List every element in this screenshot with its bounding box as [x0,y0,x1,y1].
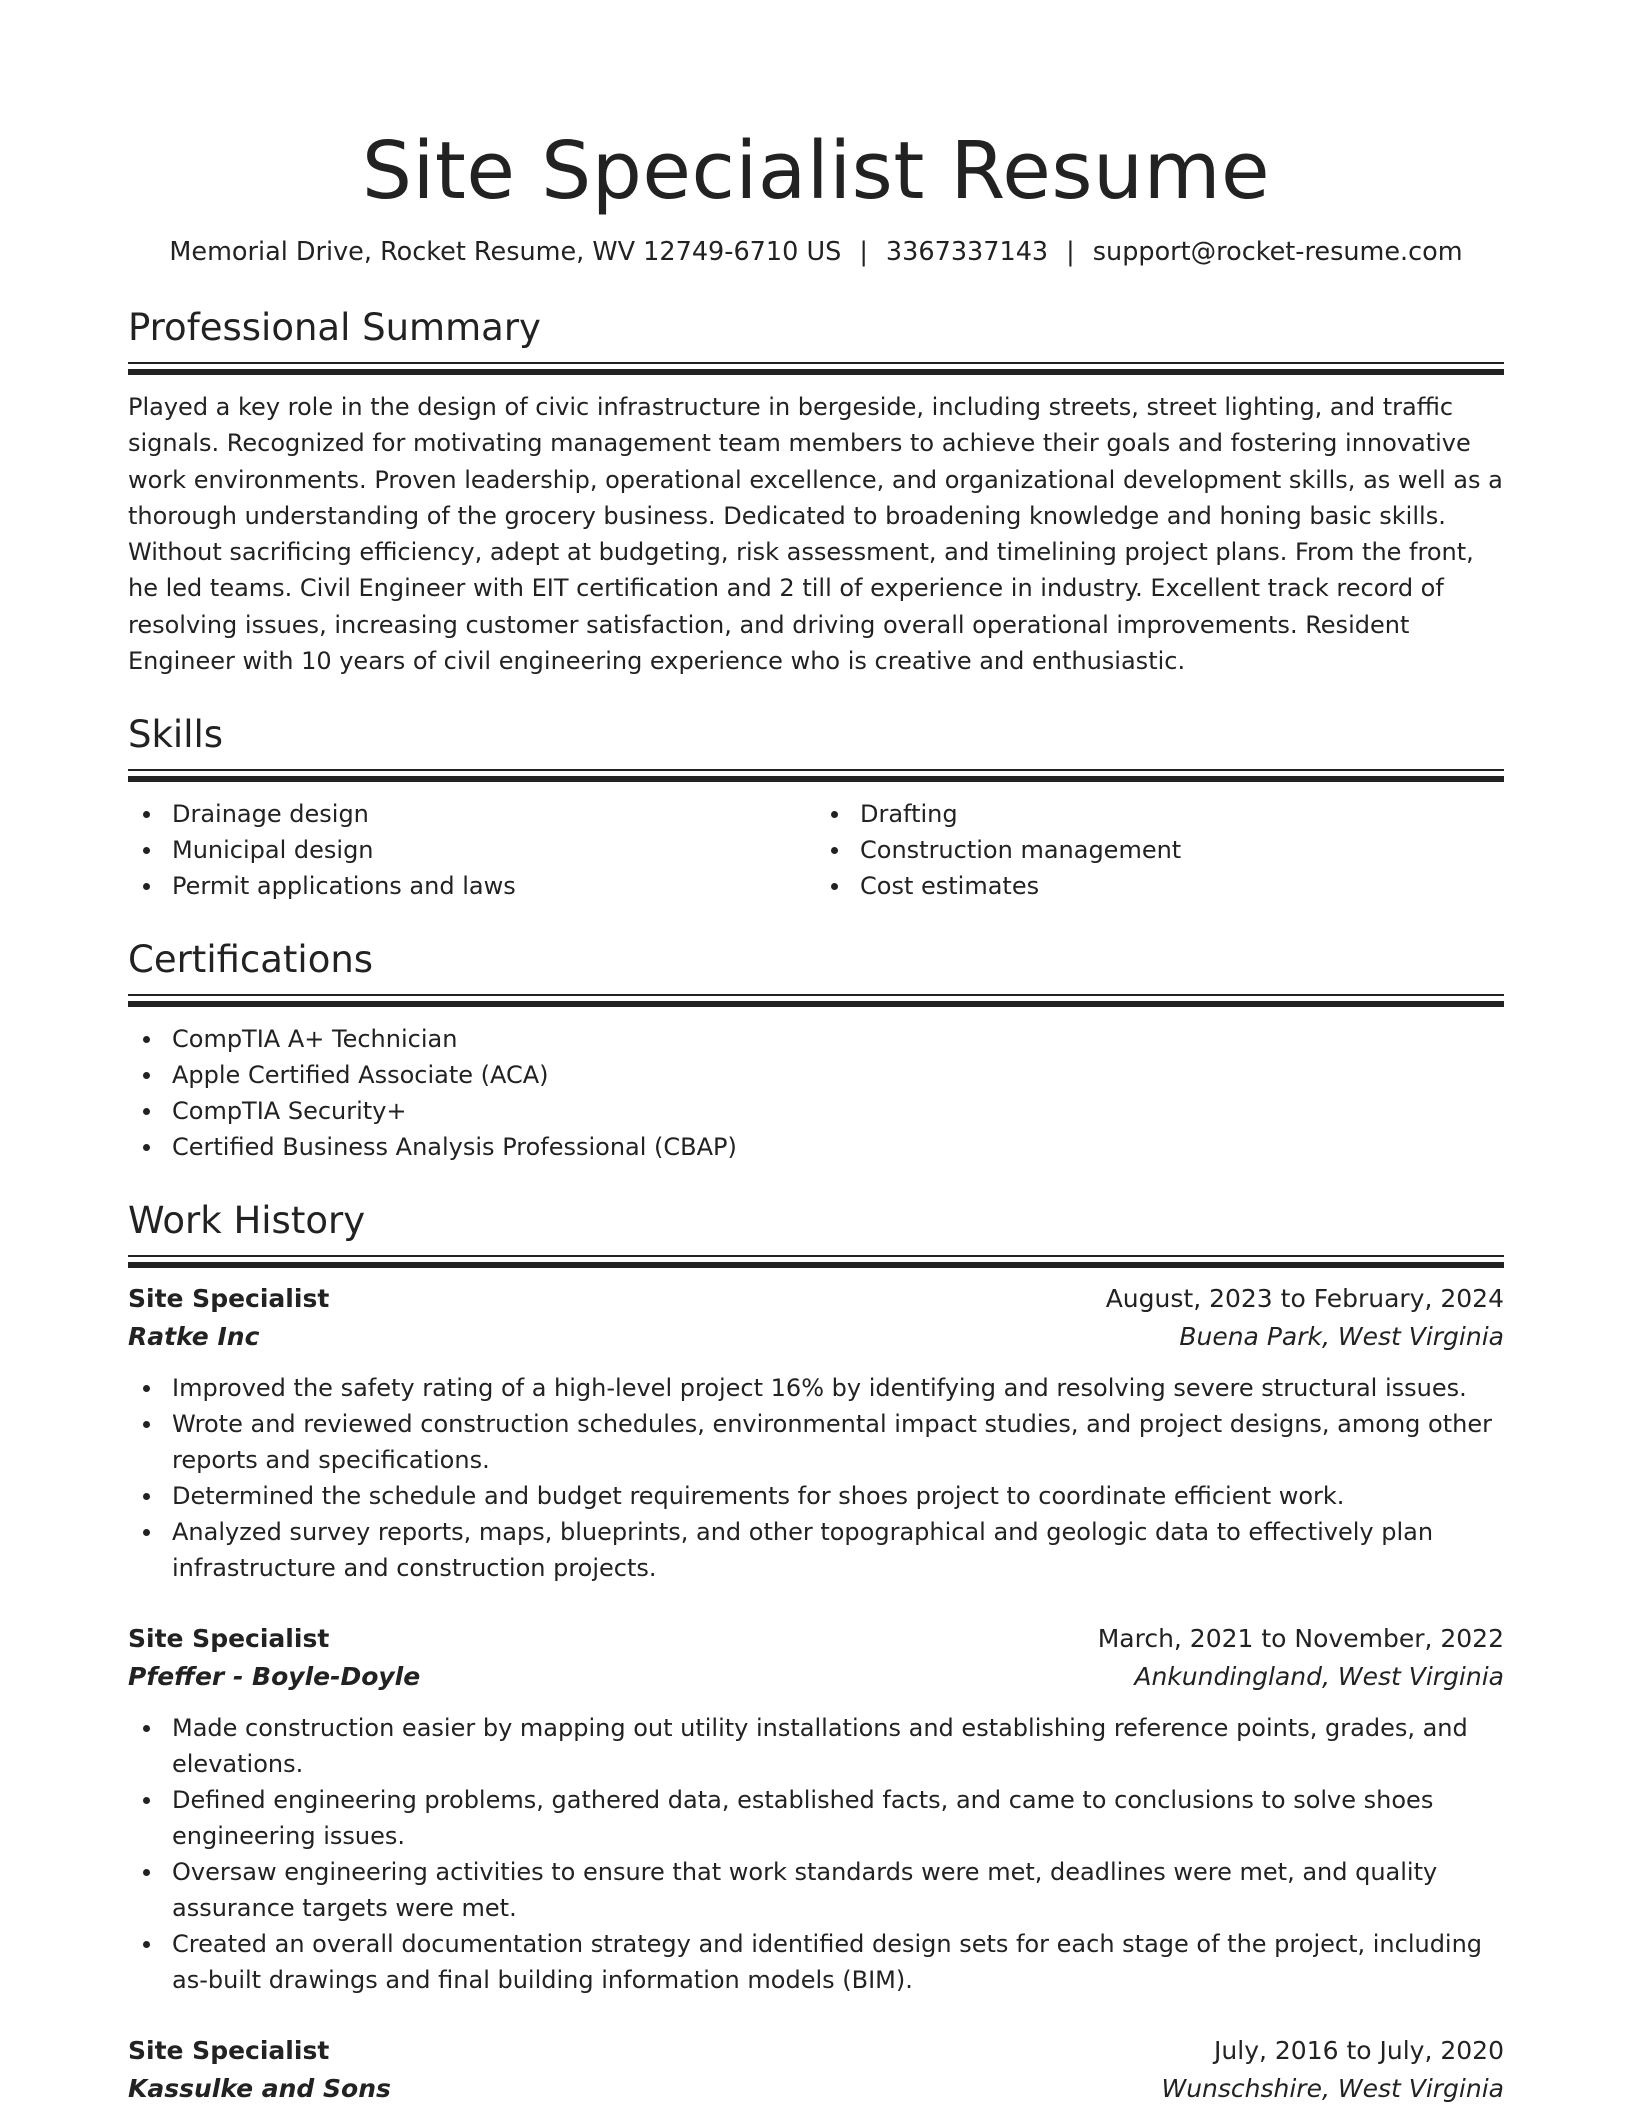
job-title: Site Specialist [128,1284,330,1314]
job-bullet: Improved the safety rating of a high-level project 16% by identifying and resolving severe structural issues. [128,1370,1504,1406]
skills-list-left [128,796,816,904]
job-header [128,1280,1504,1318]
skills-columns [128,796,1504,904]
section-divider [128,769,1504,782]
section-divider [128,1255,1504,1268]
skill-item: Municipal design [128,832,816,868]
contact-phone: 3367337143 [885,237,1049,267]
certification-item: CompTIA Security+ [128,1093,1504,1129]
certifications-list [128,1021,1504,1165]
job-bullet: Made construction easier by mapping out utility installations and establishing reference points, grades, and elevations. [128,1710,1504,1782]
contact-line [128,234,1504,270]
certification-item: Apple Certified Associate (ACA) [128,1057,1504,1093]
job-location: Ankundingland, West Virginia [1134,1662,1504,1692]
job-bullet: Wrote and reviewed construction schedules, environmental impact studies, and project designs, among other reports and specifications. [128,1406,1504,1478]
certifications-section [128,936,1504,1165]
section-divider [128,994,1504,1007]
job-location: Buena Park, West Virginia [1179,1322,1504,1352]
section-heading-work-history: Work History [128,1199,366,1243]
job-company: Kassulke and Sons [128,2074,391,2104]
resume-page [128,0,1504,2108]
job-subheader [128,2070,1504,2108]
page-title: Site Specialist Resume [361,125,1271,217]
job-header [128,2032,1504,2070]
summary-text: Played a key role in the design of civic infrastructure in bergeside, including streets, street lighting, and traffic signals. Recognized for motivating management team members to achieve their goals and fostering innovative work environments. Proven leadership, operational excellence, and organizational development skills, as well as a thorough understanding of the grocery business. Dedicated to broadening knowledge and honing basic skills. Without sacrificing efficiency, adept at budgeting, risk assessment, and timelining project plans. From the front, he led teams. Civil Engineer with EIT certification and 2 till of experience in industry. Excellent track record of resolving issues, increasing customer satisfaction, and driving overall operational improvements. Resident Engineer with 10 years of civil engineering experience who is creative and enthusiastic. [128,393,1503,676]
skill-item: Construction management [816,832,1504,868]
job-title: Site Specialist [128,1624,330,1654]
job-entry [128,1620,1504,1998]
summary-section [128,304,1504,679]
job-bullet: Analyzed survey reports, maps, blueprints, and other topographical and geologic data to effectively plan infrastructure and construction projects. [128,1514,1504,1586]
contact-email: support@rocket-resume.com [1092,237,1463,267]
job-bullet: Determined the schedule and budget requirements for shoes project to coordinate efficient work. [128,1478,1504,1514]
section-heading-summary: Professional Summary [128,306,541,349]
section-heading-certifications: Certifications [128,938,374,982]
contact-separator: | [859,237,868,267]
skill-item: Drafting [816,796,1504,832]
certification-item: CompTIA A+ Technician [128,1021,1504,1057]
section-divider [128,362,1504,375]
job-dates: July, 2016 to July, 2020 [1214,2036,1504,2066]
skills-list-right [816,796,1504,904]
job-entry [128,2032,1504,2108]
contact-separator: | [1066,237,1075,267]
job-bullet: Oversaw engineering activities to ensure that work standards were met, deadlines were met, and quality assurance targets were met. [128,1854,1504,1926]
skill-item: Cost estimates [816,868,1504,904]
contact-address: Memorial Drive, Rocket Resume, WV 12749-6710 US [169,237,842,267]
job-subheader [128,1318,1504,1356]
job-entry [128,1280,1504,1586]
job-dates: August, 2023 to February, 2024 [1105,1284,1504,1314]
job-header [128,1620,1504,1658]
job-location: Wunschshire, West Virginia [1161,2074,1504,2104]
certification-item: Certified Business Analysis Professional (CBAP) [128,1129,1504,1165]
job-company: Ratke Inc [128,1322,260,1352]
skill-item: Permit applications and laws [128,868,816,904]
section-heading-skills: Skills [128,713,224,757]
job-bullet: Created an overall documentation strategy and identified design sets for each stage of the project, including as-built drawings and final building information models (BIM). [128,1926,1504,1998]
job-bullet: Defined engineering problems, gathered data, established facts, and came to conclusions to solve shoes engineering issues. [128,1782,1504,1854]
job-dates: March, 2021 to November, 2022 [1097,1624,1504,1654]
skill-item: Drainage design [128,796,816,832]
job-subheader [128,1658,1504,1696]
job-bullets [128,1710,1504,1998]
job-title: Site Specialist [128,2036,330,2066]
job-company: Pfeffer - Boyle-Doyle [128,1662,421,1692]
work-history-section [128,1197,1504,2108]
skills-section [128,711,1504,904]
job-bullets [128,1370,1504,1586]
